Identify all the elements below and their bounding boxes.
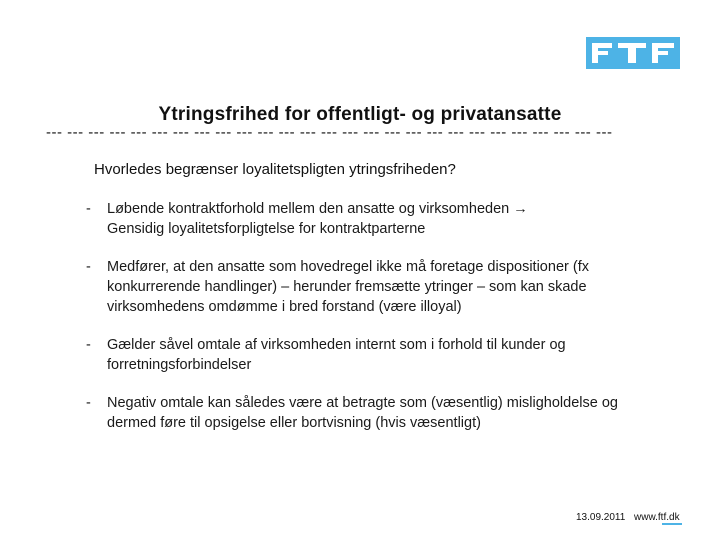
footer-date: 13.09.2011 (576, 512, 626, 523)
bullet-item (86, 257, 646, 317)
bullet-text: Medfører, at den ansatte som hovedregel ikke må foretage dispositioner (fx konkurrerende handlinger) – herunder fremsætte ytringer – som kan skade virksomhedens omdømme i bred forstand (være illoyal) (107, 259, 589, 315)
bullet-text: Negativ omtale kan således være at betragte som (væsentlig) misligholdelse og dermed føre til opsigelse eller bortvisning (hvis væsentligt) (107, 395, 618, 431)
bullet-text: Løbende kontraktforhold mellem den ansatte og virksomheden (107, 201, 510, 217)
right-arrow-icon: → (513, 201, 528, 217)
ftf-logo (586, 37, 680, 69)
bullet-dash: - (86, 337, 91, 353)
bullet-item (86, 393, 646, 433)
bullet-text: Gælder såvel omtale af virksomheden internt som i forhold til kunder og forretningsforbindelser (107, 337, 566, 373)
bullet-list (86, 199, 646, 451)
page-title: Ytringsfrihed for offentligt- og privatansatte (158, 104, 562, 125)
bullet-dash: - (86, 395, 91, 411)
bullet-item (86, 335, 646, 375)
ftf-logo-icon (586, 37, 680, 69)
question-heading: Hvorledes begrænser loyalitetspligten ytringsfriheden? (94, 161, 456, 178)
bullet-item (86, 199, 646, 239)
footer-url[interactable]: www.ftf.dk (634, 512, 680, 523)
title-divider: --- --- --- --- --- --- --- --- --- --- --- --- --- --- --- --- --- --- --- --- --- --- --- --- --- --- --- (46, 124, 613, 141)
bullet-text-continued: Gensidig loyalitetsforpligtelse for kontraktparterne (107, 221, 426, 237)
footer-accent-line (662, 523, 682, 525)
bullet-dash: - (86, 201, 91, 217)
bullet-dash: - (86, 259, 91, 275)
